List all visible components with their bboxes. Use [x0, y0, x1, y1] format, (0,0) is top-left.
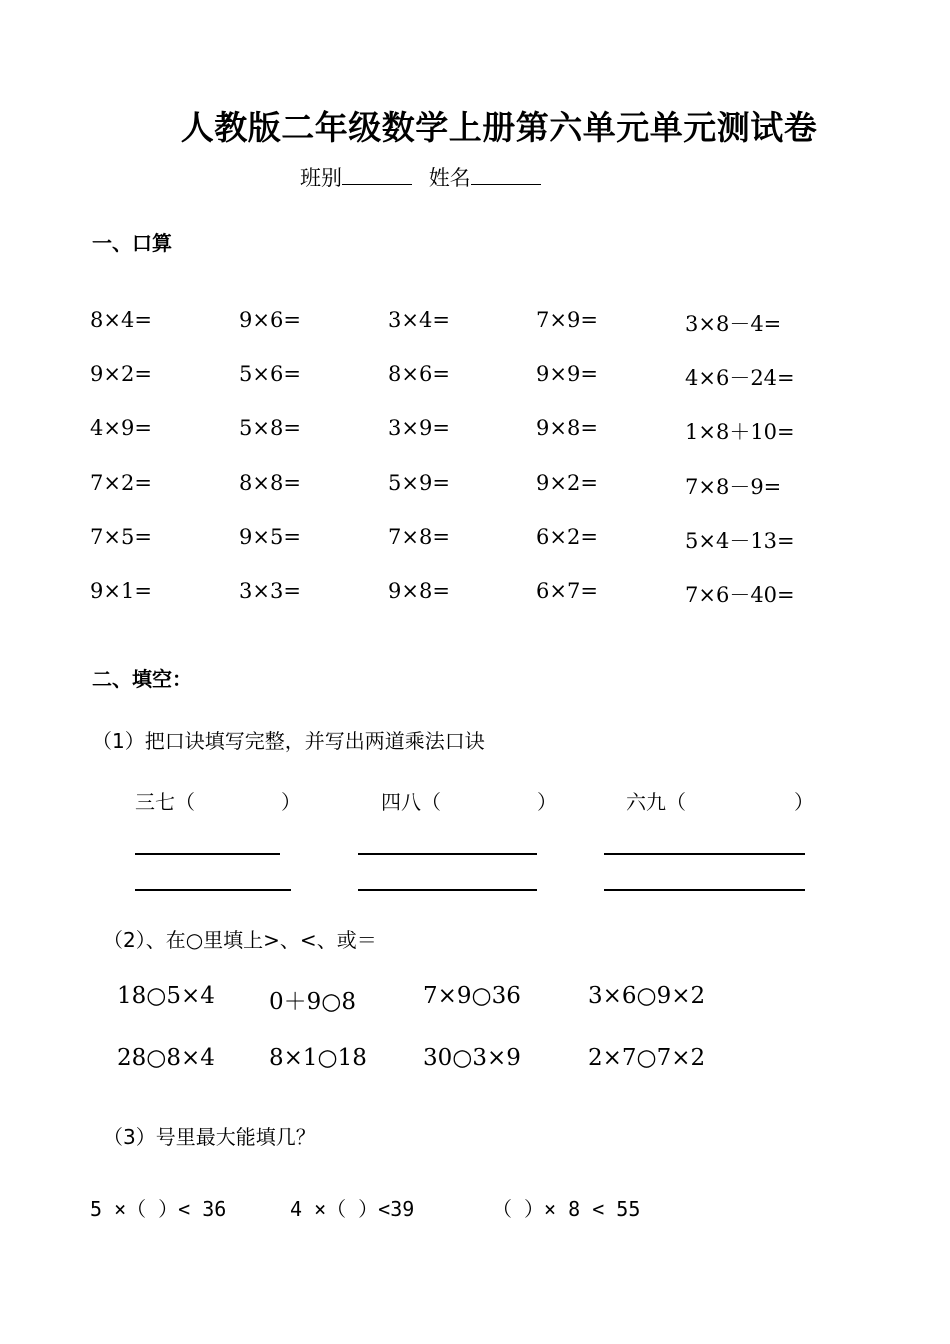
- calc-problem: 9×1=: [90, 579, 152, 603]
- class-blank[interactable]: [342, 164, 412, 185]
- calc-problem: 7×9=: [536, 308, 598, 332]
- calc-problem: 7×6－40=: [685, 583, 795, 607]
- calc-problem: 9×2=: [536, 471, 598, 495]
- calc-problem: 9×5=: [239, 525, 301, 549]
- kj-item-2: [381, 786, 441, 815]
- compare-problem: 8×1○18: [269, 1045, 367, 1071]
- calc-problem: 9×6=: [239, 308, 301, 332]
- kj-item-1-text: 三七（: [135, 790, 195, 814]
- q3-item-3: （ ）× 8 < 55: [492, 1197, 641, 1221]
- calc-problem: 4×6－24=: [685, 366, 795, 390]
- calc-problem: 5×9=: [388, 471, 450, 495]
- class-label: 班别: [300, 166, 342, 190]
- calc-problem: 4×9=: [90, 416, 152, 440]
- student-info-line: [300, 162, 551, 192]
- calc-problem: 3×9=: [388, 416, 450, 440]
- calc-problem: 9×9=: [536, 362, 598, 386]
- calc-problem: 3×8－4=: [685, 312, 782, 336]
- calc-problem: 8×4=: [90, 308, 152, 332]
- name-blank[interactable]: [471, 164, 541, 185]
- page-title: 人教版二年级数学上册第六单元单元测试卷: [180, 108, 818, 147]
- calc-problem: 7×8－9=: [685, 475, 782, 499]
- kj-item-1-close: ）: [281, 790, 301, 814]
- section1-heading: 一、口算: [92, 231, 172, 255]
- calc-problem: 3×4=: [388, 308, 450, 332]
- answer-line-1b[interactable]: [135, 889, 291, 891]
- kj-item-3-close: ）: [794, 790, 814, 814]
- compare-problem: 3×6○9×2: [588, 983, 706, 1009]
- calc-problem: 8×6=: [388, 362, 450, 386]
- calc-problem: 7×5=: [90, 525, 152, 549]
- calc-problem: 7×2=: [90, 471, 152, 495]
- compare-problem: 30○3×9: [423, 1045, 521, 1071]
- calc-problem: 9×8=: [536, 416, 598, 440]
- kj-item-1: [135, 786, 195, 815]
- compare-problem: 28○8×4: [117, 1045, 215, 1071]
- kj-item-3-text: 六九（: [626, 790, 686, 814]
- answer-line-1a[interactable]: [135, 853, 280, 855]
- calc-problem: 5×6=: [239, 362, 301, 386]
- q1-prompt: （1）把口诀填写完整，并写出两道乘法口诀: [92, 729, 485, 753]
- calc-problem: 6×7=: [536, 579, 598, 603]
- answer-line-2b[interactable]: [358, 889, 537, 891]
- calc-problem: 3×3=: [239, 579, 301, 603]
- q3-item-1: 5 ×（ ）< 36: [90, 1197, 227, 1221]
- calc-problem: 8×8=: [239, 471, 301, 495]
- q2-prompt: （2）、在○里填上>、<、或＝: [103, 928, 377, 952]
- answer-line-3b[interactable]: [604, 889, 805, 891]
- compare-problem: 2×7○7×2: [588, 1045, 706, 1071]
- answer-line-2a[interactable]: [358, 853, 537, 855]
- answer-line-3a[interactable]: [604, 853, 805, 855]
- section2-heading: 二、填空：: [92, 667, 192, 691]
- kj-item-2-close: ）: [537, 790, 557, 814]
- q3-prompt: （3）号里最大能填几？: [103, 1125, 316, 1149]
- calc-problem: 5×4－13=: [685, 529, 795, 553]
- calc-problem: 6×2=: [536, 525, 598, 549]
- compare-problem: 18○5×4: [117, 983, 215, 1009]
- calc-problem: 9×2=: [90, 362, 152, 386]
- calc-problem: 7×8=: [388, 525, 450, 549]
- name-label: 姓名: [428, 166, 471, 190]
- compare-problem: 0＋9○8: [269, 989, 356, 1015]
- kj-item-3: [626, 786, 686, 815]
- compare-problem: 7×9○36: [423, 983, 521, 1009]
- q3-item-2: 4 ×（ ）<39: [290, 1197, 415, 1221]
- calc-problem: 5×8=: [239, 416, 301, 440]
- kj-item-2-text: 四八（: [381, 790, 441, 814]
- calc-problem: 9×8=: [388, 579, 450, 603]
- calc-problem: 1×8＋10=: [685, 420, 795, 444]
